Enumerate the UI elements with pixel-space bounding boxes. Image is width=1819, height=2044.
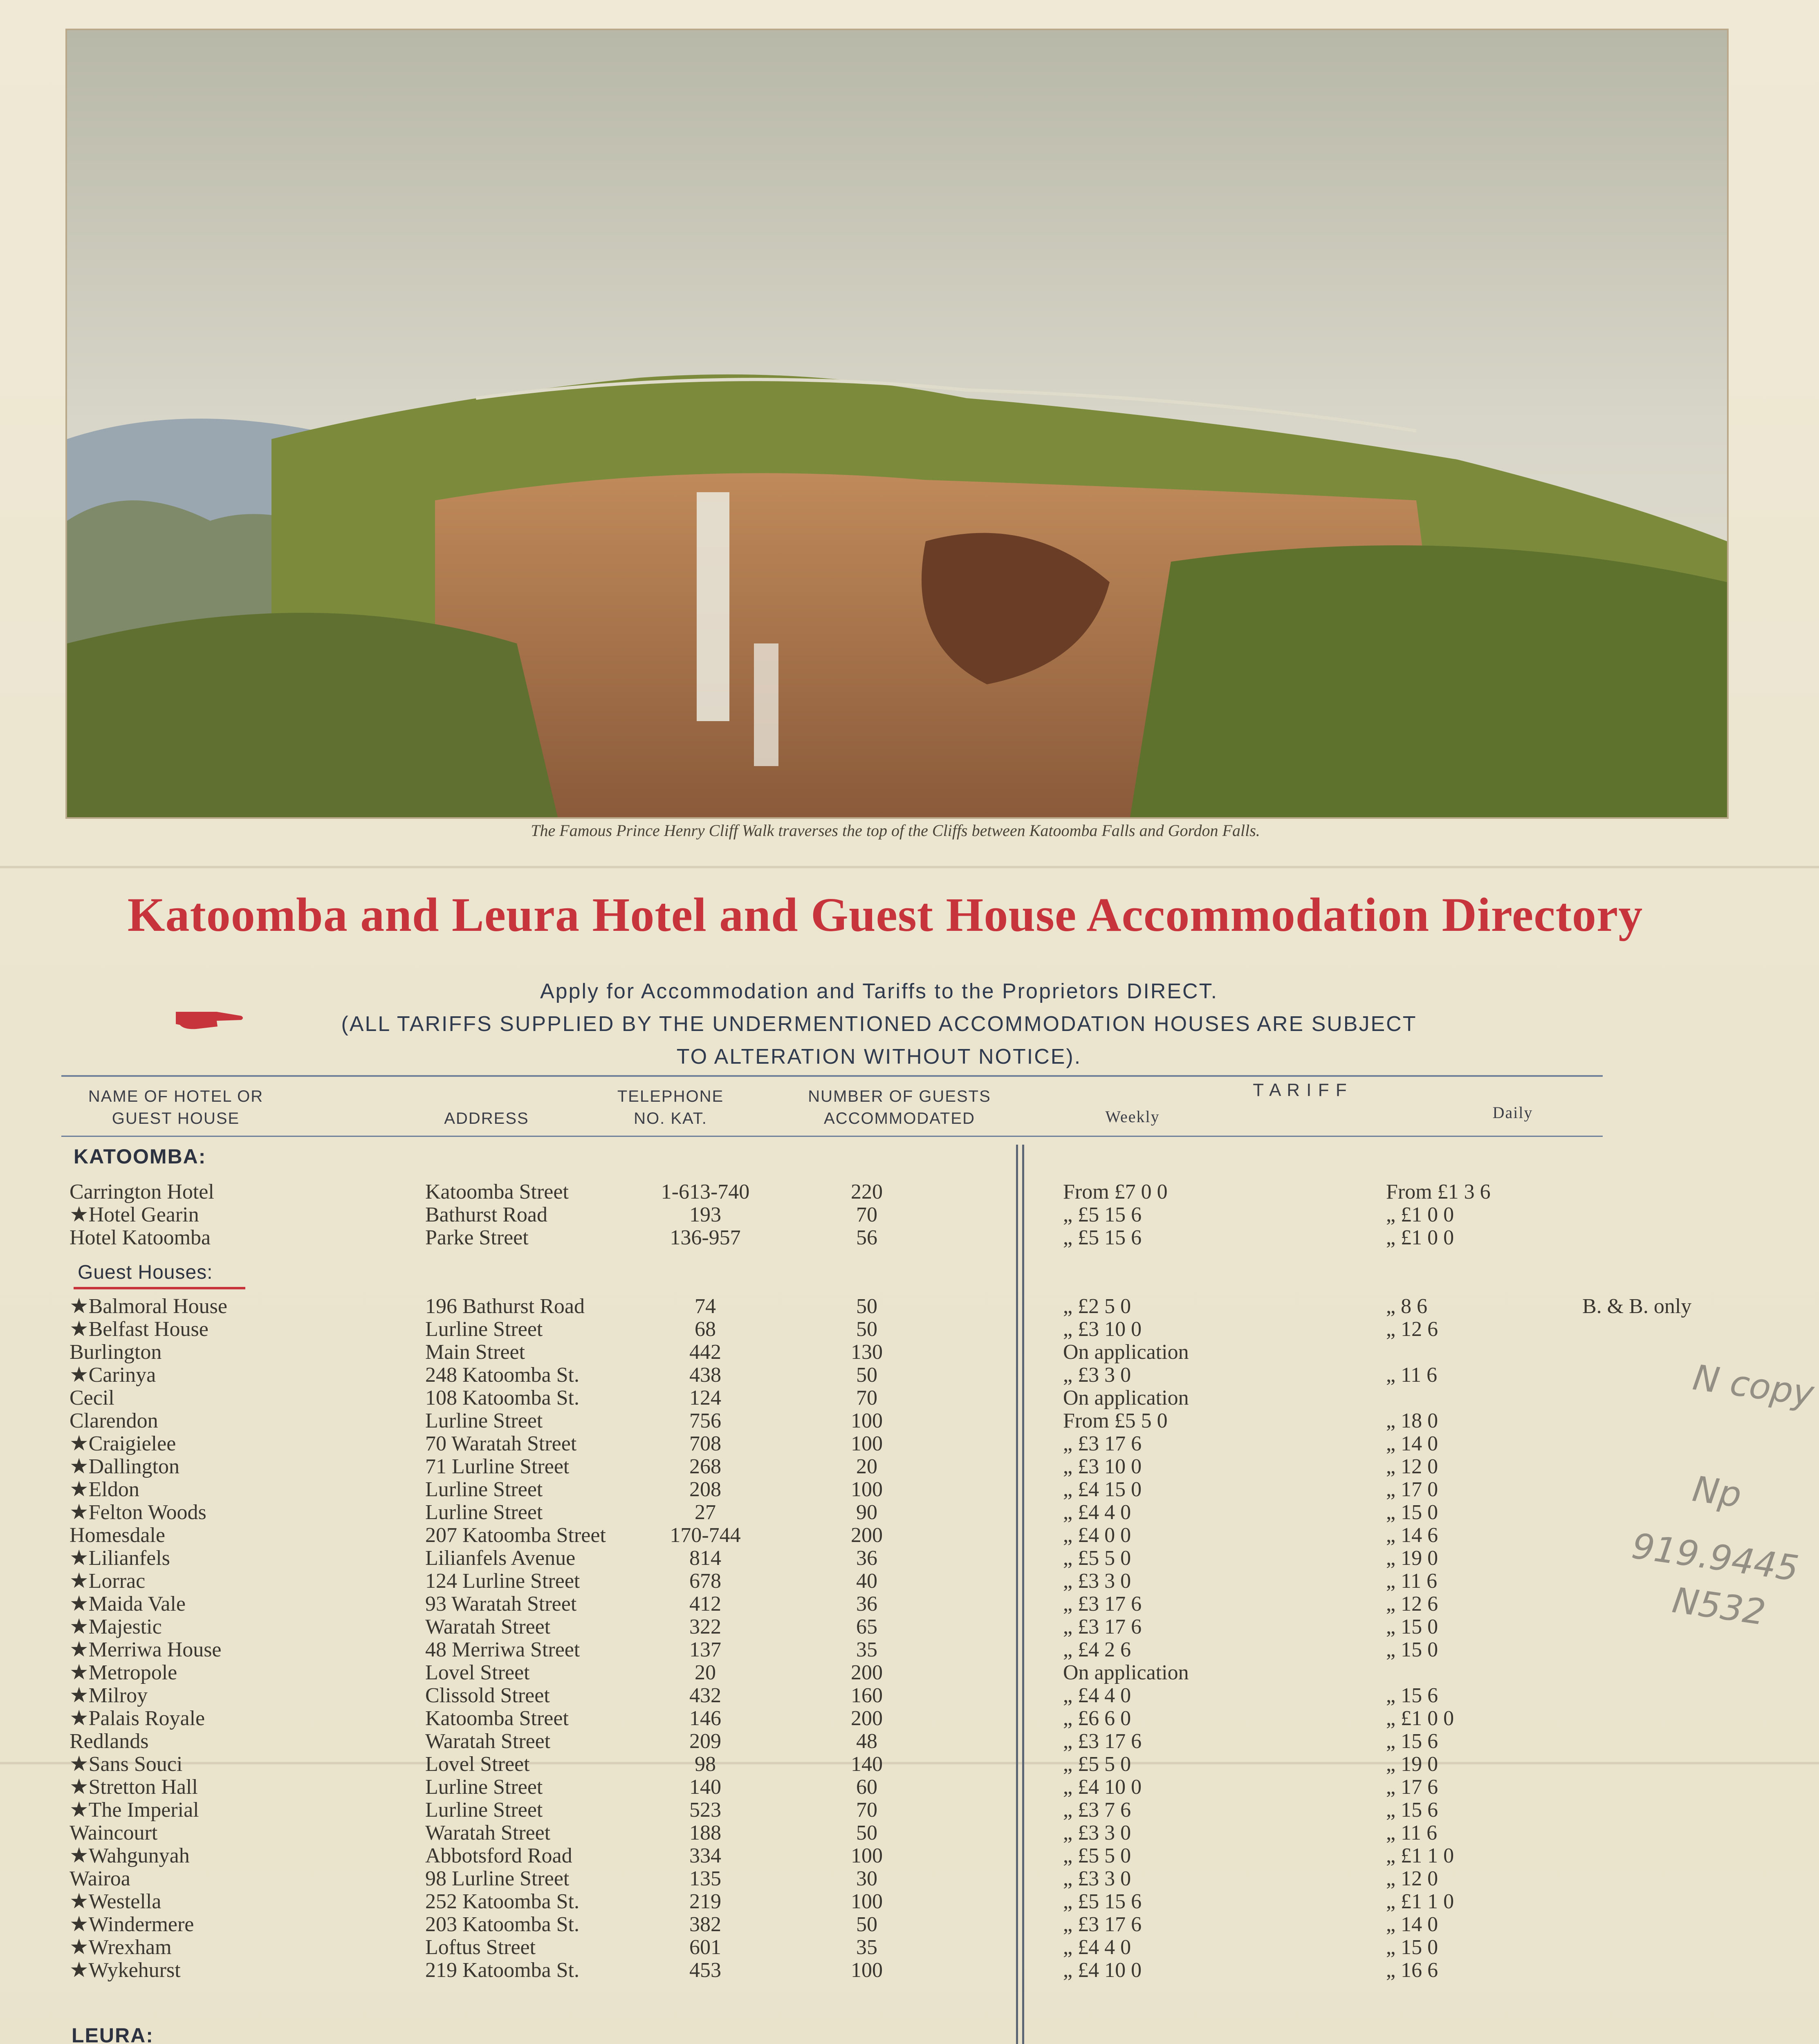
hotel-name: ★Wrexham — [70, 1936, 172, 1959]
hotel-name: ★Wahgunyah — [70, 1844, 190, 1867]
tariff-daily: „ £1 0 0 — [1386, 1707, 1454, 1730]
hotel-telephone: 188 — [689, 1821, 721, 1845]
tariff-daily: „ 8 6 — [1386, 1295, 1428, 1318]
hotel-address: 93 Waratah Street — [425, 1592, 577, 1616]
intro-line: Apply for Accommodation and Tariffs to the Proprietors DIRECT. — [540, 979, 1218, 1003]
tariff-daily: „ 15 6 — [1386, 1798, 1438, 1822]
tariff-daily: „ 15 6 — [1386, 1730, 1438, 1753]
tariff-weekly: „ £4 4 0 — [1063, 1501, 1131, 1524]
hotel-name: ★Metropole — [70, 1661, 177, 1684]
table-row — [0, 1478, 1819, 1501]
hotel-telephone: 432 — [689, 1684, 721, 1707]
table-row — [0, 1570, 1819, 1593]
table-row — [0, 1684, 1819, 1707]
hotel-name: Waincourt — [70, 1821, 158, 1845]
hotel-guests: 50 — [856, 1363, 877, 1387]
tariff-daily: „ 16 6 — [1386, 1959, 1438, 1982]
hotel-guests: 220 — [851, 1180, 883, 1204]
tariff-weekly: „ £5 5 0 — [1063, 1844, 1131, 1867]
tariff-weekly: „ £3 17 6 — [1063, 1913, 1142, 1936]
hotel-telephone: 193 — [689, 1203, 721, 1226]
col-label: GUEST HOUSE — [112, 1109, 240, 1127]
tariff-weekly: From £7 0 0 — [1063, 1180, 1168, 1204]
hotel-address: Main Street — [425, 1340, 525, 1364]
hotel-telephone: 334 — [689, 1844, 721, 1867]
table-row — [0, 1753, 1819, 1776]
hotel-name: ★Windermere — [70, 1913, 194, 1936]
hotel-address: Lovel Street — [425, 1753, 530, 1776]
hotel-address: Katoomba Street — [425, 1707, 569, 1730]
tariff-daily: „ 12 6 — [1386, 1318, 1438, 1341]
hotel-address: Lurline Street — [425, 1775, 543, 1799]
tariff-daily: „ 18 0 — [1386, 1409, 1438, 1432]
hotel-guests: 50 — [856, 1318, 877, 1341]
tariff-weekly: „ £4 10 0 — [1063, 1775, 1142, 1799]
hotel-address: 124 Lurline Street — [425, 1569, 580, 1593]
col-guests-header — [777, 1085, 1022, 1130]
tariff-weekly: „ £5 5 0 — [1063, 1546, 1131, 1570]
hotel-guests: 56 — [856, 1226, 877, 1249]
hotel-address: 71 Lurline Street — [425, 1455, 570, 1478]
tariff-daily: „ 15 0 — [1386, 1936, 1438, 1959]
hotel-telephone: 708 — [689, 1432, 721, 1455]
tariff-weekly: „ £3 10 0 — [1063, 1455, 1142, 1478]
hotel-name: ★Craigielee — [70, 1432, 176, 1455]
hotel-guests: 65 — [856, 1615, 877, 1638]
tariff-daily: „ 14 0 — [1386, 1432, 1438, 1455]
tariff-daily: „ £1 0 0 — [1386, 1226, 1454, 1249]
illustration-caption: The Famous Prince Henry Cliff Walk traverses the top of the Cliffs between Katoomba Falls and Gordon Falls. — [531, 821, 1260, 840]
hotel-address: 207 Katoomba Street — [425, 1524, 606, 1547]
hotel-address: Lurline Street — [425, 1798, 543, 1822]
table-row — [0, 1799, 1819, 1822]
hotel-name: Burlington — [70, 1340, 162, 1364]
hotel-name: ★Belfast House — [70, 1318, 209, 1341]
tariff-weekly: „ £4 15 0 — [1063, 1478, 1142, 1501]
hotel-telephone: 124 — [689, 1386, 721, 1410]
hotel-guests: 100 — [851, 1890, 883, 1913]
col-telephone-header — [581, 1085, 760, 1130]
tariff-daily: „ 12 0 — [1386, 1455, 1438, 1478]
hotel-address: 108 Katoomba St. — [425, 1386, 579, 1410]
tariff-weekly: On application — [1063, 1661, 1189, 1684]
hotel-name: ★Palais Royale — [70, 1707, 205, 1730]
hotel-name: ★Lorrac — [70, 1569, 146, 1593]
tariff-weekly: „ £3 17 6 — [1063, 1592, 1142, 1616]
hotel-address: Clissold Street — [425, 1684, 550, 1707]
hotel-telephone: 27 — [695, 1501, 716, 1524]
hotel-address: Abbotsford Road — [425, 1844, 572, 1867]
hotel-guests: 100 — [851, 1409, 883, 1432]
tariff-weekly: „ £5 5 0 — [1063, 1753, 1131, 1776]
hotel-telephone: 209 — [689, 1730, 721, 1753]
tariff-daily: „ 19 0 — [1386, 1753, 1438, 1776]
hotel-guests: 70 — [856, 1798, 877, 1822]
hotel-guests: 20 — [856, 1455, 877, 1478]
tariff-daily: „ 12 0 — [1386, 1867, 1438, 1890]
tariff-daily: „ 14 6 — [1386, 1524, 1438, 1547]
hotel-name: ★Lilianfels — [70, 1546, 170, 1570]
header-rule — [61, 1136, 1603, 1137]
hotel-telephone: 412 — [689, 1592, 721, 1616]
col-name-header — [61, 1085, 290, 1130]
table-row — [0, 1936, 1819, 1959]
table-row — [0, 1730, 1819, 1753]
hotel-guests: 70 — [856, 1203, 877, 1226]
hotel-address: Bathurst Road — [425, 1203, 547, 1226]
hotel-guests: 90 — [856, 1501, 877, 1524]
table-row — [0, 1410, 1819, 1432]
col-label: NAME OF HOTEL OR — [88, 1087, 264, 1105]
hotel-address: Lurline Street — [425, 1318, 543, 1341]
hotel-address: 252 Katoomba St. — [425, 1890, 579, 1913]
intro-notice — [204, 975, 1554, 1073]
section-heading-leura: LEURA: — [72, 2024, 154, 2044]
hotel-guests: 36 — [856, 1592, 877, 1616]
hotel-guests: 100 — [851, 1959, 883, 1982]
hotel-address: 203 Katoomba St. — [425, 1913, 579, 1936]
header-rule — [61, 1075, 1603, 1077]
intro-line: TO ALTERATION WITHOUT NOTICE). — [676, 1045, 1082, 1069]
hotel-name: ★Dallington — [70, 1455, 180, 1478]
hotel-guests: 36 — [856, 1546, 877, 1570]
tariff-daily: „ 15 0 — [1386, 1615, 1438, 1638]
table-row — [0, 1593, 1819, 1616]
hotel-name: ★Stretton Hall — [70, 1775, 198, 1799]
table-row — [0, 1341, 1819, 1364]
tariff-weekly: „ £3 17 6 — [1063, 1615, 1142, 1638]
hotel-name: Carrington Hotel — [70, 1180, 214, 1204]
tariff-weekly: „ £3 17 6 — [1063, 1432, 1142, 1455]
table-row — [0, 1501, 1819, 1524]
tariff-weekly: „ £5 15 6 — [1063, 1226, 1142, 1249]
hotel-guests: 100 — [851, 1478, 883, 1501]
table-row — [0, 1890, 1819, 1913]
pencil-note: Np — [1690, 1468, 1744, 1516]
hotel-name: ★Sans Souci — [70, 1753, 183, 1776]
hotel-guests: 100 — [851, 1432, 883, 1455]
tariff-daily: „ 15 6 — [1386, 1684, 1438, 1707]
tariff-weekly: „ £3 7 6 — [1063, 1798, 1131, 1822]
tariff-daily: „ 11 6 — [1386, 1569, 1438, 1593]
tariff-daily: „ 17 0 — [1386, 1478, 1438, 1501]
tariff-note: B. & B. only — [1582, 1295, 1692, 1318]
hotel-name: ★Majestic — [70, 1615, 162, 1638]
tariff-weekly: „ £6 6 0 — [1063, 1707, 1131, 1730]
table-row — [0, 1387, 1819, 1410]
hotel-name: ★Merriwa House — [70, 1638, 222, 1661]
col-weekly-header: Weekly — [1105, 1107, 1160, 1126]
hotel-telephone: 814 — [689, 1546, 721, 1570]
table-row — [0, 1455, 1819, 1478]
hotel-telephone: 438 — [689, 1363, 721, 1387]
hotel-name: ★Eldon — [70, 1478, 139, 1501]
hotel-guests: 50 — [856, 1913, 877, 1936]
tariff-weekly: From £5 5 0 — [1063, 1409, 1168, 1432]
hotel-address: Lovel Street — [425, 1661, 530, 1684]
hotel-telephone: 136-957 — [670, 1226, 741, 1249]
intro-line: (ALL TARIFFS SUPPLIED BY THE UNDERMENTIONED ACCOMMODATION HOUSES ARE SUBJECT — [341, 1012, 1417, 1036]
table-row — [0, 1364, 1819, 1387]
table-row — [0, 1867, 1819, 1890]
tariff-daily: „ 19 0 — [1386, 1546, 1438, 1570]
table-row — [0, 1661, 1819, 1684]
hotel-guests: 130 — [851, 1340, 883, 1364]
tariff-weekly: „ £4 4 0 — [1063, 1936, 1131, 1959]
pencil-note: N copy — [1690, 1357, 1817, 1415]
hotel-address: 48 Merriwa Street — [425, 1638, 580, 1661]
tariff-daily: „ 11 6 — [1386, 1821, 1438, 1845]
hotel-name: Homesdale — [70, 1524, 165, 1547]
tariff-daily: „ £1 0 0 — [1386, 1203, 1454, 1226]
hotel-guests: 70 — [856, 1386, 877, 1410]
col-label: TELEPHONE — [617, 1087, 724, 1105]
tariff-weekly: „ £4 4 0 — [1063, 1684, 1131, 1707]
table-row — [0, 1776, 1819, 1799]
tariff-daily: From £1 3 6 — [1386, 1180, 1491, 1204]
table-row — [0, 1295, 1819, 1318]
hotel-address: Lurline Street — [425, 1409, 543, 1432]
hotel-guests: 50 — [856, 1295, 877, 1318]
hotel-address: 219 Katoomba St. — [425, 1959, 579, 1982]
hotel-address: Lilianfels Avenue — [425, 1546, 576, 1570]
cliff-walk-illustration — [65, 29, 1729, 819]
tariff-daily: „ 15 0 — [1386, 1501, 1438, 1524]
table-row — [0, 1616, 1819, 1638]
hotel-address: Parke Street — [425, 1226, 529, 1249]
tariff-weekly: „ £3 3 0 — [1063, 1821, 1131, 1845]
hotel-telephone: 523 — [689, 1798, 721, 1822]
col-label: NUMBER OF GUESTS — [808, 1087, 991, 1105]
tariff-daily: „ 11 6 — [1386, 1363, 1438, 1387]
hotel-guests: 30 — [856, 1867, 877, 1890]
tariff-weekly: „ £4 0 0 — [1063, 1524, 1131, 1547]
tariff-daily: „ £1 1 0 — [1386, 1890, 1454, 1913]
hotel-address: 70 Waratah Street — [425, 1432, 577, 1455]
hotel-guests: 160 — [851, 1684, 883, 1707]
hotel-address: Lurline Street — [425, 1501, 543, 1524]
hotel-guests: 200 — [851, 1524, 883, 1547]
hotel-name: ★Felton Woods — [70, 1501, 206, 1524]
hotel-address: 98 Lurline Street — [425, 1867, 570, 1890]
pencil-note: 919.9445 — [1629, 1525, 1801, 1590]
tariff-daily: „ 17 6 — [1386, 1775, 1438, 1799]
tariff-weekly: „ £3 10 0 — [1063, 1318, 1142, 1341]
hotel-telephone: 756 — [689, 1409, 721, 1432]
table-row — [0, 1822, 1819, 1845]
hotel-guests: 200 — [851, 1707, 883, 1730]
tariff-weekly: „ £3 3 0 — [1063, 1569, 1131, 1593]
table-row — [0, 1913, 1819, 1936]
page-title: Katoomba and Leura Hotel and Guest House Accommodation Directory — [127, 888, 1643, 941]
hotel-name: Cecil — [70, 1386, 114, 1410]
hotel-address: 248 Katoomba St. — [425, 1363, 579, 1387]
hotel-address: 196 Bathurst Road — [425, 1295, 585, 1318]
table-row — [0, 1959, 1819, 1982]
hotel-name: ★Balmoral House — [70, 1295, 227, 1318]
table-row — [0, 1204, 1819, 1226]
tariff-weekly: „ £3 17 6 — [1063, 1730, 1142, 1753]
tariff-weekly: „ £3 3 0 — [1063, 1867, 1131, 1890]
hotel-guests: 140 — [851, 1753, 883, 1776]
hotel-address: Waratah Street — [425, 1730, 551, 1753]
hotel-name: Hotel Katoomba — [70, 1226, 211, 1249]
tariff-weekly: On application — [1063, 1340, 1189, 1364]
hotel-telephone: 20 — [695, 1661, 716, 1684]
hotel-guests: 35 — [856, 1638, 877, 1661]
hotel-name: Redlands — [70, 1730, 149, 1753]
tariff-weekly: „ £5 15 6 — [1063, 1203, 1142, 1226]
hotel-telephone: 68 — [695, 1318, 716, 1341]
table-row — [0, 1318, 1819, 1341]
hotel-telephone: 208 — [689, 1478, 721, 1501]
hotel-telephone: 135 — [689, 1867, 721, 1890]
tariff-weekly: „ £5 15 6 — [1063, 1890, 1142, 1913]
table-row — [0, 1707, 1819, 1730]
table-row — [0, 1845, 1819, 1867]
hotel-telephone: 442 — [689, 1340, 721, 1364]
hotel-telephone: 98 — [695, 1753, 716, 1776]
col-tariff-header: T A R I F F — [1253, 1080, 1348, 1100]
table-row — [0, 1547, 1819, 1570]
hotel-name: ★Westella — [70, 1890, 161, 1913]
hotel-name: Clarendon — [70, 1409, 158, 1432]
hotel-name: ★Milroy — [70, 1684, 148, 1707]
hotel-telephone: 601 — [689, 1936, 721, 1959]
hotel-name: ★Wykehurst — [70, 1959, 181, 1982]
hotel-telephone: 322 — [689, 1615, 721, 1638]
hotel-guests: 100 — [851, 1844, 883, 1867]
table-row — [0, 1524, 1819, 1547]
hotel-name: ★Carinya — [70, 1363, 156, 1387]
section-heading-katoomba: KATOOMBA: — [74, 1145, 206, 1168]
col-daily-header: Daily — [1492, 1103, 1533, 1122]
tariff-weekly: „ £4 2 6 — [1063, 1638, 1131, 1661]
tariff-daily: „ 12 6 — [1386, 1592, 1438, 1616]
col-label: ACCOMMODATED — [824, 1109, 975, 1127]
table-row — [0, 1638, 1819, 1661]
hotel-telephone: 137 — [689, 1638, 721, 1661]
tariff-weekly: „ £2 5 0 — [1063, 1295, 1131, 1318]
hotel-telephone: 1-613-740 — [661, 1180, 750, 1204]
hotel-address: Lurline Street — [425, 1478, 543, 1501]
tariff-weekly: „ £3 3 0 — [1063, 1363, 1131, 1387]
hotel-guests: 40 — [856, 1569, 877, 1593]
table-row — [0, 1181, 1819, 1204]
hotel-address: Waratah Street — [425, 1821, 551, 1845]
hotel-telephone: 268 — [689, 1455, 721, 1478]
hotel-name: Wairoa — [70, 1867, 130, 1890]
table-row — [0, 1432, 1819, 1455]
hotel-telephone: 140 — [689, 1775, 721, 1799]
hotel-name: ★Hotel Gearin — [70, 1203, 199, 1226]
col-label: NO. KAT. — [634, 1109, 707, 1127]
hotel-address: Loftus Street — [425, 1936, 536, 1959]
hotel-telephone: 382 — [689, 1913, 721, 1936]
col-address-header: ADDRESS — [444, 1109, 529, 1127]
tariff-daily: „ £1 1 0 — [1386, 1844, 1454, 1867]
tariff-weekly: On application — [1063, 1386, 1189, 1410]
hotel-telephone: 170-744 — [670, 1524, 741, 1547]
hotel-telephone: 453 — [689, 1959, 721, 1982]
hotel-address: Waratah Street — [425, 1615, 551, 1638]
table-row — [0, 1226, 1819, 1249]
tariff-daily: „ 14 0 — [1386, 1913, 1438, 1936]
hotel-guests: 35 — [856, 1936, 877, 1959]
hotel-guests: 60 — [856, 1775, 877, 1799]
hotel-telephone: 146 — [689, 1707, 721, 1730]
subsection-heading-guest-houses: Guest Houses: — [78, 1262, 213, 1283]
hotel-telephone: 219 — [689, 1890, 721, 1913]
tariff-weekly: „ £4 10 0 — [1063, 1959, 1142, 1982]
hotel-name: ★Maida Vale — [70, 1592, 186, 1616]
fold-crease — [0, 866, 1819, 868]
hotel-name: ★The Imperial — [70, 1798, 199, 1822]
hotel-telephone: 74 — [695, 1295, 716, 1318]
hotel-telephone: 678 — [689, 1569, 721, 1593]
hotel-guests: 48 — [856, 1730, 877, 1753]
hotel-guests: 50 — [856, 1821, 877, 1845]
tariff-daily: „ 15 0 — [1386, 1638, 1438, 1661]
heading-underline — [74, 1287, 245, 1289]
hotel-address: Katoomba Street — [425, 1180, 569, 1204]
pencil-note: N532 — [1670, 1580, 1768, 1634]
hotel-guests: 200 — [851, 1661, 883, 1684]
